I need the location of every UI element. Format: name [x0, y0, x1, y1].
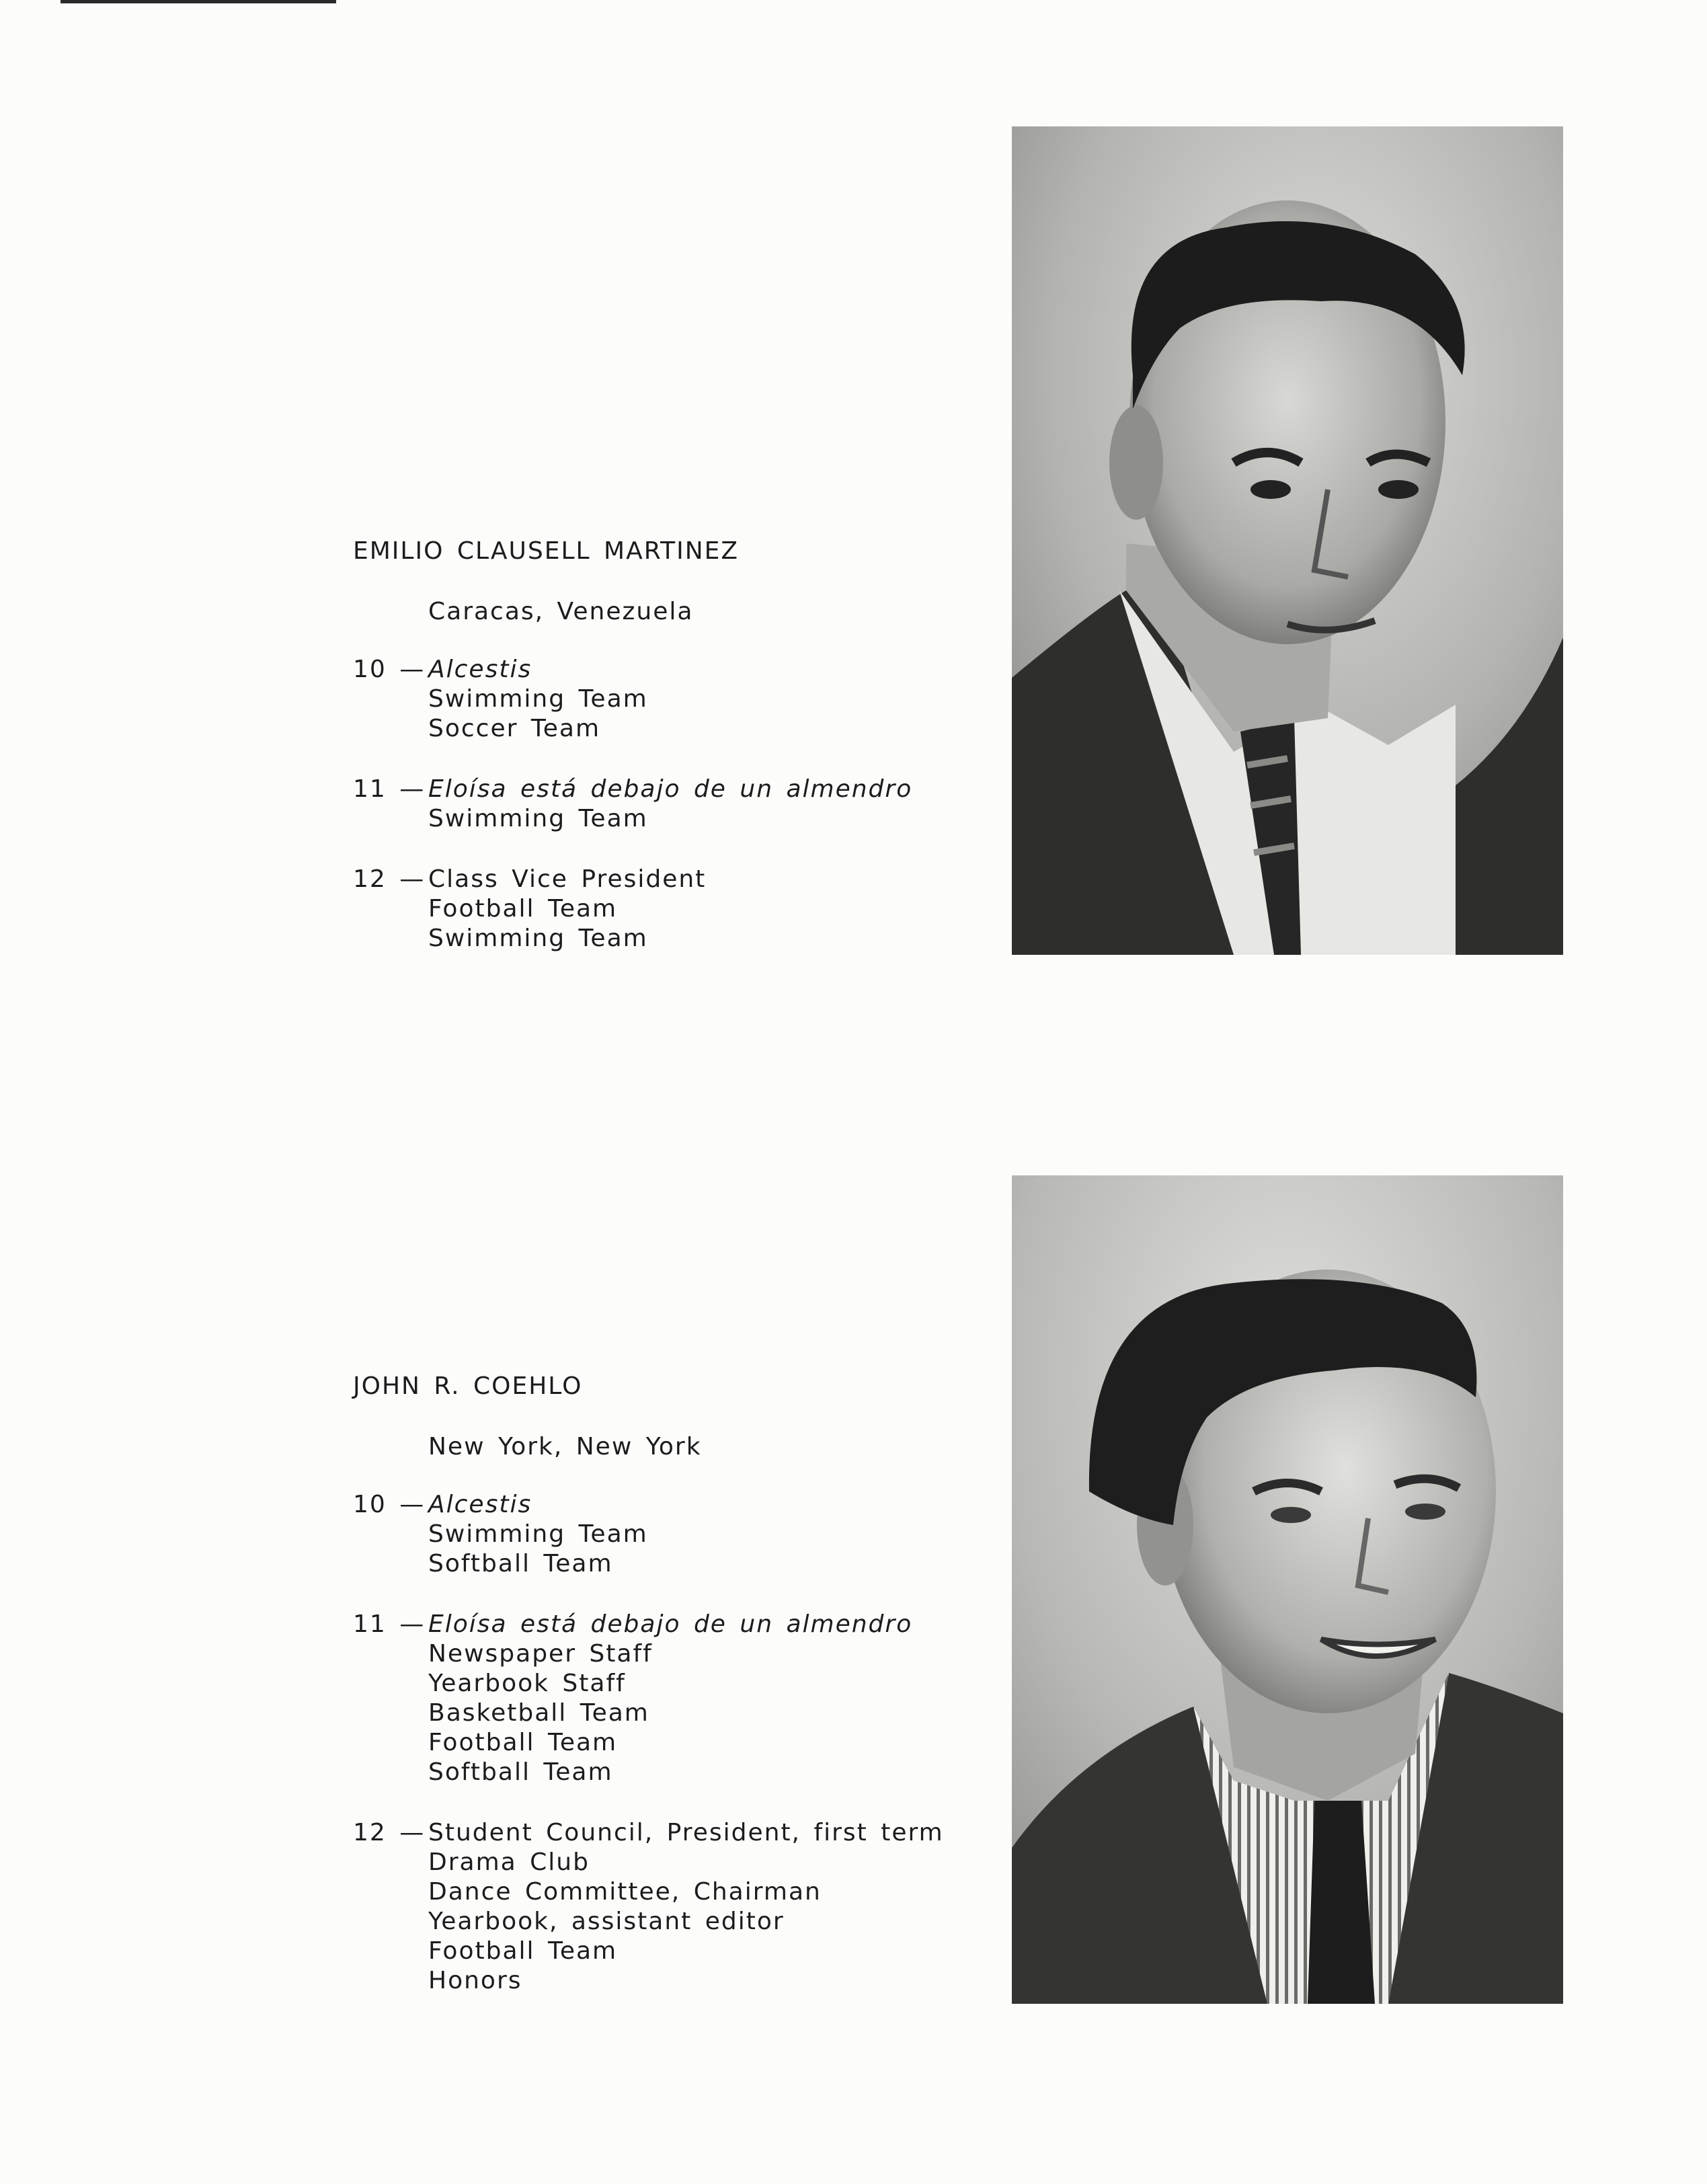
activity-item: Football Team [428, 1729, 618, 1756]
activity-item: Eloísa está debajo de un almendro [428, 1610, 913, 1638]
grade-label: 12 — [353, 1819, 426, 1846]
student-entry [353, 1372, 958, 2027]
activity-item: Eloísa está debajo de un almendro [428, 775, 913, 803]
student-name: JOHN R. COEHLO [353, 1372, 583, 1400]
activity-item: Swimming Team [428, 805, 648, 832]
activity-item: Swimming Team [428, 925, 648, 952]
activity-item: Softball Team [428, 1550, 613, 1577]
grade-label: 10 — [353, 1491, 426, 1518]
activity-item: Alcestis [428, 656, 532, 683]
grade-label: 12 — [353, 865, 426, 893]
activity-item: Swimming Team [428, 1520, 648, 1548]
activity-item: Dance Committee, Chairman [428, 1878, 822, 1906]
activity-item: Yearbook, assistant editor [428, 1908, 785, 1935]
activity-item: Student Council, President, first term [428, 1819, 944, 1846]
student-portrait-photo [1012, 1175, 1563, 2004]
activity-item: Honors [428, 1967, 522, 1994]
activity-item: Football Team [428, 1937, 618, 1965]
activity-item: Class Vice President [428, 865, 707, 893]
activity-item: Soccer Team [428, 715, 601, 742]
grade-label: 10 — [353, 656, 426, 683]
grade-10-activities [353, 655, 958, 744]
activity-item: Alcestis [428, 1491, 532, 1518]
student-portrait-photo [1012, 126, 1563, 955]
student-name: EMILIO CLAUSELL MARTINEZ [353, 537, 740, 565]
grade-12-activities [353, 865, 958, 953]
grade-label: 11 — [353, 1610, 426, 1638]
activity-item: Basketball Team [428, 1699, 649, 1727]
activity-item: Softball Team [428, 1758, 613, 1786]
student-hometown: New York, New York [428, 1433, 702, 1460]
grade-12-activities [353, 1818, 958, 1996]
activity-item: Drama Club [428, 1848, 590, 1876]
student-hometown: Caracas, Venezuela [428, 598, 694, 625]
activity-item: Swimming Team [428, 685, 648, 713]
student-entry [353, 537, 958, 984]
activity-item: Football Team [428, 895, 618, 923]
activity-item: Newspaper Staff [428, 1640, 653, 1668]
top-rule [61, 0, 336, 3]
grade-10-activities [353, 1490, 958, 1579]
grade-11-activities [353, 1610, 958, 1787]
grade-11-activities [353, 775, 958, 834]
grade-label: 11 — [353, 775, 426, 803]
activity-item: Yearbook Staff [428, 1670, 626, 1697]
